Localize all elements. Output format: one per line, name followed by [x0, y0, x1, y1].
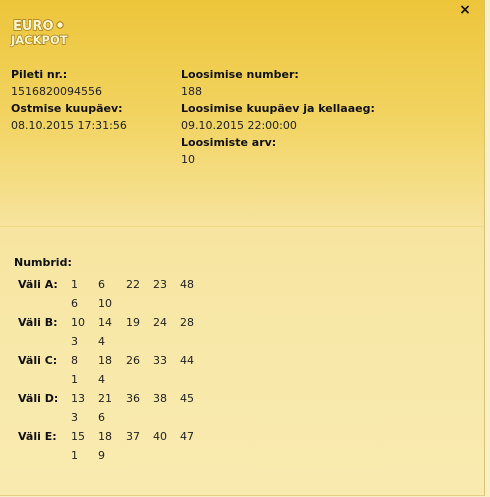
field-label: Väli A:	[18, 278, 58, 291]
extra-number: 4	[98, 373, 105, 386]
main-number: 44	[180, 354, 194, 367]
extra-number: 10	[98, 297, 112, 310]
ticket-number-value: 1516820094556	[11, 85, 102, 98]
draw-number-label: Loosimise number:	[181, 68, 299, 81]
logo-line1: EURO	[13, 19, 54, 34]
main-number: 28	[180, 316, 194, 329]
main-number: 38	[153, 392, 167, 405]
main-number: 18	[98, 430, 112, 443]
main-number: 40	[153, 430, 167, 443]
extra-number: 3	[71, 335, 78, 348]
main-number: 1	[71, 278, 78, 291]
main-number: 10	[71, 316, 85, 329]
extra-number: 9	[98, 449, 105, 462]
ticket-number-label: Pileti nr.:	[11, 68, 68, 81]
main-number: 6	[98, 278, 105, 291]
eurojackpot-logo	[10, 17, 76, 49]
close-icon[interactable]: ×	[459, 2, 471, 18]
main-number: 19	[126, 316, 140, 329]
main-number: 33	[153, 354, 167, 367]
main-number: 15	[71, 430, 85, 443]
numbers-title: Numbrid:	[14, 256, 72, 269]
main-number: 14	[98, 316, 112, 329]
draw-count-label: Loosimiste arv:	[181, 136, 277, 149]
extra-number: 3	[71, 411, 78, 424]
extra-number: 4	[98, 335, 105, 348]
extra-number: 1	[71, 449, 78, 462]
main-number: 47	[180, 430, 194, 443]
logo-line2: JACKPOT	[11, 33, 68, 47]
main-number: 37	[126, 430, 140, 443]
main-number: 22	[126, 278, 140, 291]
draw-datetime-value: 09.10.2015 22:00:00	[181, 119, 297, 132]
main-number: 48	[180, 278, 194, 291]
draw-number-value: 188	[181, 85, 202, 98]
purchase-date-label: Ostmise kuupäev:	[11, 102, 123, 115]
main-number: 18	[98, 354, 112, 367]
extra-number: 1	[71, 373, 78, 386]
main-number: 13	[71, 392, 85, 405]
main-number: 26	[126, 354, 140, 367]
extra-number: 6	[98, 411, 105, 424]
extra-number: 6	[71, 297, 78, 310]
main-number: 8	[71, 354, 78, 367]
field-label: Väli B:	[18, 316, 58, 329]
section-divider	[0, 226, 484, 227]
field-label: Väli D:	[18, 392, 59, 405]
draw-count-value: 10	[181, 153, 195, 166]
purchase-date-value: 08.10.2015 17:31:56	[11, 119, 127, 132]
main-number: 23	[153, 278, 167, 291]
field-label: Väli E:	[18, 430, 57, 443]
main-number: 21	[98, 392, 112, 405]
draw-datetime-label: Loosimise kuupäev ja kellaaeg:	[181, 102, 375, 115]
main-number: 24	[153, 316, 167, 329]
main-number: 45	[180, 392, 194, 405]
field-label: Väli C:	[18, 354, 58, 367]
main-number: 36	[126, 392, 140, 405]
